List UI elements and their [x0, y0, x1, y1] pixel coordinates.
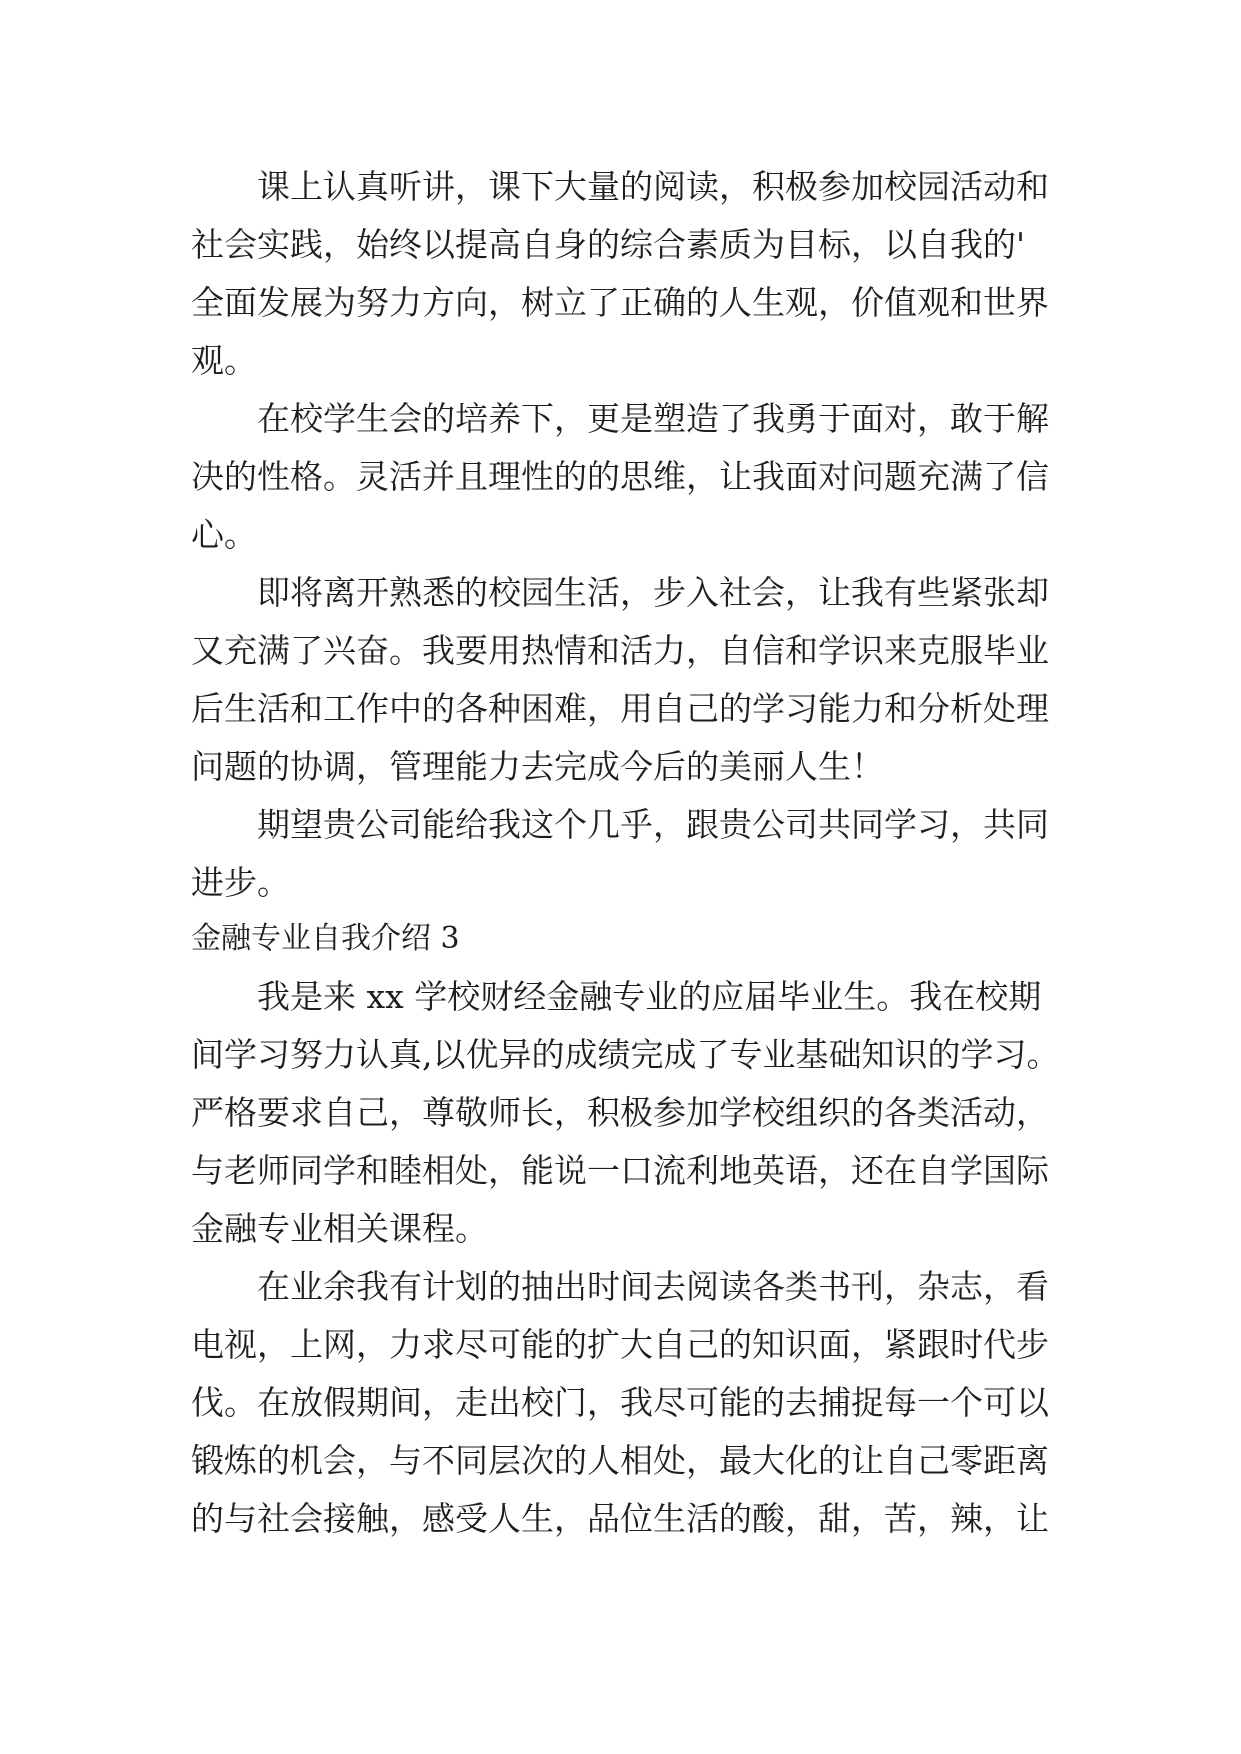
section-heading: 金融专业自我介绍 3 [191, 921, 460, 956]
text-line: 观。 [191, 341, 257, 380]
text-line: 社会实践，始终以提高自身的综合素质为目标，以自我的' [191, 225, 1026, 264]
text-line: 严格要求自己，尊敬师长，积极参加学校组织的各类活动， [191, 1093, 1049, 1132]
text-line: 间学习努力认真,以优异的成绩完成了专业基础知识的学习。 [191, 1035, 1060, 1074]
text-line: 金融专业相关课程。 [191, 1209, 488, 1248]
text-line: 决的性格。灵活并且理性的的思维，让我面对问题充满了信 [191, 457, 1049, 496]
text-line: 锻炼的机会，与不同层次的人相处，最大化的让自己零距离 [191, 1441, 1049, 1480]
text-line: 伐。在放假期间，走出校门，我尽可能的去捕捉每一个可以 [191, 1383, 1049, 1422]
text-line: 的与社会接触，感受人生，品位生活的酸，甜，苦，辣，让 [191, 1499, 1049, 1538]
text-line: 期望贵公司能给我这个几乎，跟贵公司共同学习，共同 [257, 805, 1049, 844]
text-line: 电视，上网，力求尽可能的扩大自己的知识面，紧跟时代步 [191, 1325, 1049, 1364]
text-line: 进步。 [191, 863, 290, 902]
text-line: 又充满了兴奋。我要用热情和活力，自信和学识来克服毕业 [191, 631, 1049, 670]
text-line: 全面发展为努力方向，树立了正确的人生观，价值观和世界 [191, 283, 1049, 322]
text-line: 问题的协调，管理能力去完成今后的美丽人生！ [191, 747, 884, 786]
text-line: 在业余我有计划的抽出时间去阅读各类书刊，杂志，看 [257, 1267, 1049, 1306]
text-line: 在校学生会的培养下，更是塑造了我勇于面对，敢于解 [257, 399, 1049, 438]
text-line: 我是来 xx 学校财经金融专业的应届毕业生。我在校期 [257, 977, 1042, 1016]
text-line: 后生活和工作中的各种困难，用自己的学习能力和分析处理 [191, 689, 1049, 728]
text-line: 与老师同学和睦相处，能说一口流利地英语，还在自学国际 [191, 1151, 1049, 1190]
text-line: 心。 [191, 515, 257, 554]
text-line: 即将离开熟悉的校园生活，步入社会，让我有些紧张却 [257, 573, 1049, 612]
text-line: 课上认真听讲，课下大量的阅读，积极参加校园活动和 [257, 167, 1049, 206]
